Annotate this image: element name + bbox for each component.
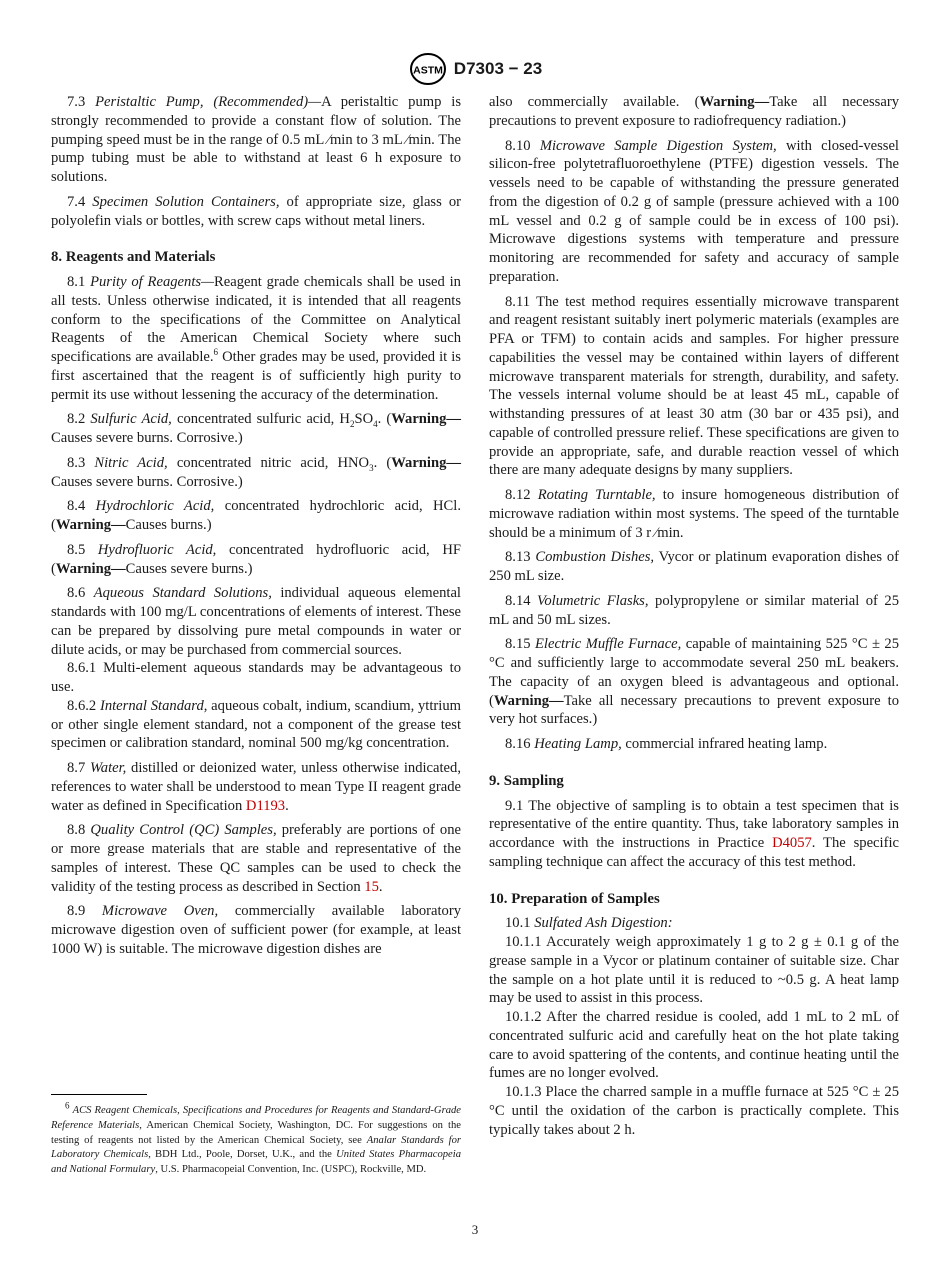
para-8-1: 8.1 Purity of Reagents—Reagent grade chemicals shall be used in all tests. Unless otherwise indicated, it is intended that all reagents conform to the specifications of the Committee on Analytical Reagents of the American Chemical Society where such specifications are available.$^6$ Other grades may be used, provided it is first ascertained that the reagent is of sufficiently high purity to permit its use without lessening the accuracy of the determination.	[51, 274, 461, 403]
left-column	[51, 93, 461, 965]
footnote-divider	[51, 1094, 147, 1095]
footnote-6: $^6$ ACS Reagent Chemicals, Specifications and Procedures for Reagents and Standard-Grade Reference Materials, American Chemical Society, Washington, DC. For suggestions on the testing of reagents not listed by the American Chemical Society, see Analar Standards for Laboratory Chemicals, BDH Ltd., Poole, Dorset, U.K., and the United States Pharmacopeia and National Formulary, U.S. Pharmacopeial Convention, Inc. (USPC), Rockville, MD.	[51, 1100, 462, 1176]
section-heading-8: 8. Reagents and Materials	[51, 249, 216, 266]
para-8-12: 8.12 Rotating Turntable, to insure homogeneous distribution of microwave radiation within most systems. The speed of the turntable should be a minimum of 3 r ⁄min.	[489, 487, 900, 541]
para-9-1: 9.1 The objective of sampling is to obtain a test specimen that is representative of the entire quantity. Thus, take laboratory samples in accordance with the instructions in Practice D4057. The specific sampling technique can affect the accuracy of this test method.	[489, 797, 899, 870]
para-10-1-3: 10.1.3 Place the charred sample in a muffle furnace at 525 °C ± 25 °C until the oxidation of the carbon is practically complete. This typically takes about 2 h.	[489, 1084, 899, 1138]
para-8-13: 8.13 Combustion Dishes, Vycor or platinum evaporation dishes of 250 mL size.	[489, 549, 899, 584]
standard-designation: D7303 − 23	[453, 59, 543, 78]
page-number: 3	[471, 1222, 479, 1237]
para-8-6: 8.6 Aqueous Standard Solutions, individual aqueous elemental standards with 100 mg/L concentrations of elements of interest. These can be prepared by dissolving pure metal compounds in water or dilute acids, or may be purchased from commercial sources.	[51, 585, 461, 658]
para-8-2: 8.2 Sulfuric Acid, concentrated sulfuric acid, $H_2SO_4$. (Warning—Causes severe burns. Corrosive.)	[51, 411, 461, 446]
para-8-14: 8.14 Volumetric Flasks, polypropylene or similar material of 25 mL and 50 mL sizes.	[489, 592, 899, 628]
para-10-1: 10.1 Sulfated Ash Digestion:	[505, 915, 673, 932]
footnote-ref: 6	[213, 347, 219, 358]
para-8-11: 8.11 The test method requires essentially microwave transparent and reagent resistant suitably inert polymeric materials (examples are PFA or TFM) to contain acids and samples. For higher pressure capabilities the vessel may be contained within layers of different microwave transparent materials for strength, durability, and safety. The vessels internal volume should be at least 45 mL, capable of withstanding pressures of at least 30 atm (30 bar or 435 psi), and capable of controlled pressure relief. These specifications are given to provide an appropriate, safe, and durable reaction vessel of which there are many adequate designs by many suppliers.	[489, 293, 899, 479]
para-8-15: 8.15 Electric Muffle Furnace, capable of maintaining 525 °C ± 25 °C and sufficiently large to accommodate several 250 mL beakers. The capacity of an oxygen bleed is advantageous and optional. (Warning—Take all necessary precautions to prevent exposure to very hot surfaces.)	[489, 636, 900, 728]
link-d4057[interactable]: D4057	[772, 835, 812, 851]
logo-text: ASTM	[412, 64, 443, 77]
para-8-4: 8.4 Hydrochloric Acid, concentrated hydrochloric acid, HCl. (Warning—Causes burns.)	[51, 498, 461, 533]
para-7-3: 7.3 Peristaltic Pump, (Recommended)—A peristaltic pump is strongly recommended to provide a constant flow of solution. The pumping speed must be in the range of 0.5 mL ⁄min to 3 mL ⁄min. The pump tubing must be able to withstand at least 6 h exposure to solutions.	[51, 94, 461, 185]
page-header	[0, 52, 950, 86]
right-column	[489, 93, 899, 1139]
para-8-3: 8.3 Nitric Acid, concentrated nitric acid, $HNO_3$. (Warning—Causes severe burns. Corrosive.)	[51, 454, 461, 490]
para-8-8: 8.8 Quality Control (QC) Samples, preferably are portions of one or more grease materials that are stable and representative of the samples of interest. These QC samples can be used to check the validity of the testing process as described in Section 15.	[51, 822, 461, 895]
para-8-9: 8.9 Microwave Oven, commercially available laboratory microwave digestion oven of sufficient power (for example, at least 1000 W) is suitable. The microwave digestion dishes are	[51, 903, 462, 957]
link-section-15[interactable]: 15	[364, 878, 379, 895]
para-8-5: 8.5 Hydrofluoric Acid, concentrated hydrofluoric acid, HF (Warning—Causes severe burns.)	[51, 541, 461, 577]
para-8-6-1: 8.6.1 Multi-element aqueous standards may be advantageous to use.	[51, 660, 461, 695]
para-8-7: 8.7 Water, distilled or deionized water, unless otherwise indicated, references to water shall be understood to mean Type II reagent grade water as defined in Specification D1193.	[51, 760, 461, 814]
section-heading-10: 10. Preparation of Samples	[489, 890, 660, 907]
para-8-6-2: 8.6.2 Internal Standard, aqueous cobalt, indium, scandium, yttrium or other single element standard, not a component of the grease test specimen or calibration standard, nominal 500 mg/kg concentration.	[51, 697, 461, 752]
para-8-9-continued: also commercially available. (Warning—Take all necessary precautions to prevent exposure to radiofrequency radiation.)	[489, 94, 899, 129]
para-8-16: 8.16 Heating Lamp, commercial infrared heating lamp.	[505, 736, 828, 752]
section-heading-9: 9. Sampling	[489, 772, 564, 789]
link-d1193[interactable]: D1193	[245, 797, 286, 814]
astm-logo-icon	[408, 52, 448, 86]
para-8-10: 8.10 Microwave Sample Digestion System, with closed-vessel silicon-free polytetrafluoroethylene (PTFE) digestion vessels. The vessels need to be capable of withstanding the pressure generated from the digestion of 0.2 g of sample (pressure achieved with a 100 mL vessel and 0.2 g of sample could be in excess of 100 psi). Microwave digestions systems with temperature and pressure monitoring are recommended for safety and accuracy of sample preparation.	[489, 137, 899, 285]
para-7-4: 7.4 Specimen Solution Containers, of appropriate size, glass or polyolefin vials or bottles, with screw caps without metal liners.	[51, 193, 461, 229]
para-10-1-2: 10.1.2 After the charred residue is cooled, add 1 mL to 2 mL of concentrated sulfuric acid and carefully heat on the hot plate taking care to avoid spattering of the contents, and continue heating until the fumes are no longer evolved.	[489, 1009, 899, 1082]
para-10-1-1: 10.1.1 Accurately weigh approximately 1 g to 2 g ± 0.1 g of the grease sample in a Vycor or platinum container of suitable size. Char the sample on a hot plate until it is reduced to ~0.5 g. A heat lamp may be used to assist in this process.	[489, 934, 900, 1007]
